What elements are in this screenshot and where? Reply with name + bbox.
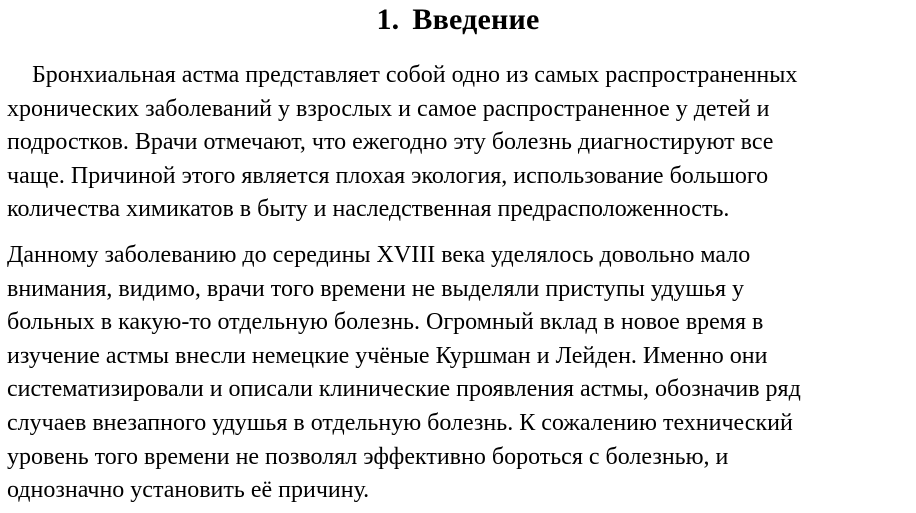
text-line: больных в какую-то отдельную болезнь. Огромный вклад в новое время в [7,309,764,336]
text-line: Данному заболеванию до середины XVIII века уделялось довольно мало [7,241,751,268]
text-line: изучение астмы внесли немецкие учёные Куршман и Лейден. Именно они [7,342,768,369]
text-line: систематизировали и описали клинические проявления астмы, обозначив ряд [7,376,801,403]
text-line: Бронхиальная астма представляет собой одно из самых распространенных [32,62,798,88]
text-line: случаев внезапного удушья в отдельную болезнь. К сожалению технический [7,409,793,436]
section-heading [0,3,916,37]
text-line: хронических заболеваний у взрослых и самое распространенное у детей и [7,95,770,122]
text-line: внимания, видимо, врачи того времени не выделяли приступы удушья у [7,275,745,302]
text-line: количества химикатов в быту и наследственная предрасположенность. [7,196,730,223]
text-line: чаще. Причиной этого является плохая экология, использование большого [7,162,769,189]
paragraph-history [0,239,916,508]
paragraph-intro [0,59,916,227]
heading-number: 1. [376,3,400,36]
document-page [0,3,916,513]
text-line: однозначно установить её причину. [7,477,370,504]
heading-text: Введение [412,3,540,36]
text-line: подростков. Врачи отмечают, что ежегодно эту болезнь диагностируют все [7,129,774,156]
text-line: уровень того времени не позволял эффективно бороться с болезнью, и [7,443,729,470]
